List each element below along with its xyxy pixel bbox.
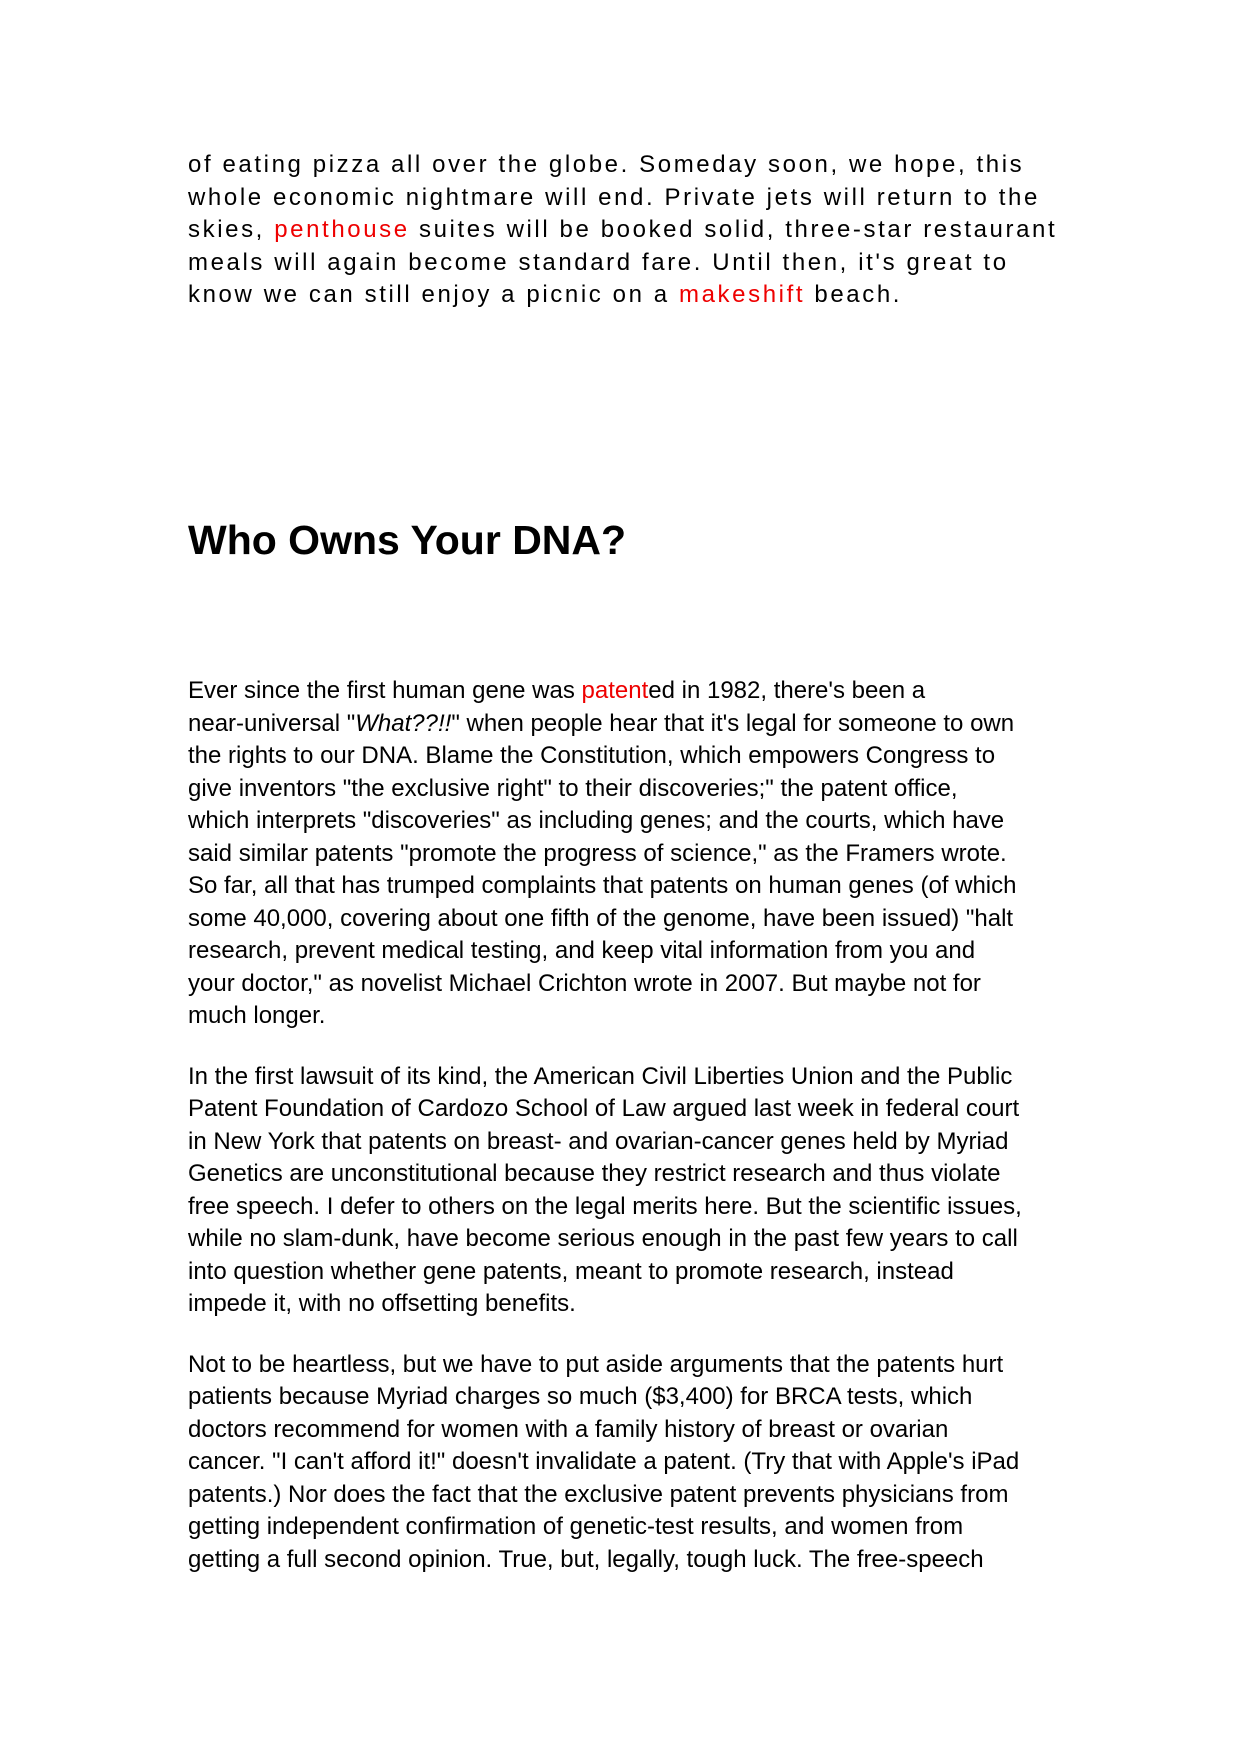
text-line: give inventors "the exclusive right" to their discoveries;" the patent office, [188, 774, 958, 802]
text-line: skies, penthouse suites will be booked solid, three-star restaurant [188, 216, 1058, 243]
intro-paragraph [188, 149, 1068, 312]
text-line: Genetics are unconstitutional because they restrict research and thus violate [188, 1160, 1001, 1187]
text-line: patents.) Nor does the fact that the exclusive patent prevents physicians from [188, 1480, 1009, 1508]
text-line: into question whether gene patents, meant to promote research, instead [188, 1257, 954, 1285]
highlighted-keyword: makeshift [679, 281, 806, 308]
text-line: your doctor," as novelist Michael Crichton wrote in 2007. But maybe not for [188, 969, 981, 997]
text-line: free speech. I defer to others on the legal merits here. But the scientific issues, [188, 1192, 1022, 1220]
italic-text: What??!! [355, 709, 452, 737]
text-line: Not to be heartless, but we have to put aside arguments that the patents hurt [188, 1350, 1004, 1378]
text-line: know we can still enjoy a picnic on a makeshift beach. [188, 281, 903, 308]
text-line: in New York that patents on breast- and ovarian-cancer genes held by Myriad [188, 1127, 1009, 1155]
article-body [188, 675, 1068, 1604]
article-paragraph [188, 675, 1068, 1033]
text-line: much longer. [188, 1002, 326, 1029]
text-line: patients because Myriad charges so much ($3,400) for BRCA tests, which [188, 1383, 973, 1410]
text-line: getting independent confirmation of genetic-test results, and women from [188, 1513, 964, 1540]
text-line: said similar patents "promote the progress of science," as the Framers wrote. [188, 839, 1007, 867]
article-paragraph [188, 1349, 1068, 1577]
text-line: some 40,000, covering about one fifth of the genome, have been issued) "halt [188, 904, 1014, 932]
text-line: research, prevent medical testing, and keep vital information from you and [188, 937, 976, 964]
article-title: Who Owns Your DNA? [188, 517, 627, 563]
text-line: doctors recommend for women with a family history of breast or ovarian [188, 1415, 949, 1443]
text-line: Ever since the first human gene was patented in 1982, there's been a [188, 677, 926, 704]
text-line: near-universal "What??!!" when people hear that it's legal for someone to own [188, 709, 1015, 737]
text-line: meals will again become standard fare. Until then, it's great to [188, 248, 1009, 276]
text-line: of eating pizza all over the globe. Someday soon, we hope, this [188, 151, 1025, 178]
highlighted-keyword: penthouse [274, 216, 410, 243]
text-line: the rights to our DNA. Blame the Constitution, which empowers Congress to [188, 742, 996, 769]
text-line: cancer. "I can't afford it!" doesn't invalidate a patent. (Try that with Apple's iPad [188, 1448, 1020, 1475]
text-line: which interprets "discoveries" as including genes; and the courts, which have [188, 807, 1005, 834]
text-line: while no slam-dunk, have become serious enough in the past few years to call [188, 1225, 1018, 1252]
highlighted-keyword: patent [581, 677, 649, 704]
text-line: Patent Foundation of Cardozo School of Law argued last week in federal court [188, 1095, 1020, 1122]
text-line: So far, all that has trumped complaints that patents on human genes (of which [188, 872, 1017, 899]
text-line: In the first lawsuit of its kind, the American Civil Liberties Union and the Public [188, 1062, 1013, 1090]
text-line: getting a full second opinion. True, but, legally, tough luck. The free-speech [188, 1545, 984, 1573]
text-line: whole economic nightmare will end. Private jets will return to the [188, 183, 1040, 211]
text-line: impede it, with no offsetting benefits. [188, 1290, 576, 1317]
article-paragraph [188, 1061, 1068, 1321]
